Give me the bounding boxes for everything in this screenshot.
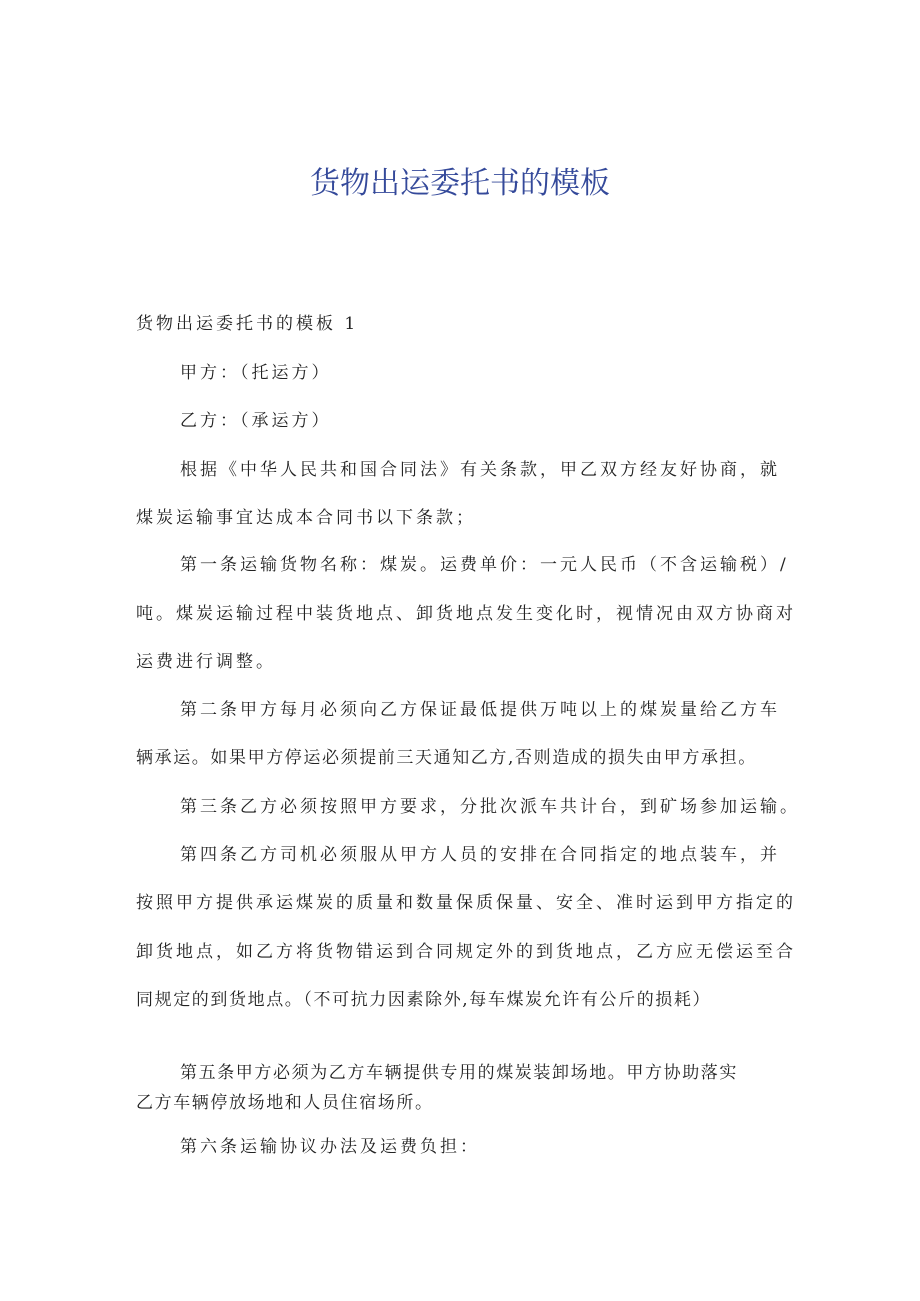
- section-heading: 货物出运委托书的模板 1: [136, 314, 359, 334]
- document-title: 货物出运委托书的模板: [310, 166, 610, 201]
- article2-line-1: 第二条甲方每月必须向乙方保证最低提供万吨以上的煤炭量给乙方车: [180, 700, 780, 720]
- article3-line-1: 第三条乙方必须按照甲方要求，分批次派车共计台，到矿场参加运输。: [180, 797, 800, 817]
- article4-line-2: 按照甲方提供承运煤炭的质量和数量保质保量、安全、准时运到甲方指定的: [136, 893, 796, 913]
- article1-line-2: 吨。煤炭运输过程中装货地点、卸货地点发生变化时，视情况由双方协商对: [136, 604, 796, 624]
- party-b-line: 乙方：（承运方）: [180, 411, 332, 431]
- article4-line-1: 第四条乙方司机必须服从甲方人员的安排在合同指定的地点装车，并: [180, 845, 780, 865]
- article4-line-4: 同规定的到货地点。（不可抗力因素除外,每车煤炭允许有公斤的损耗）: [136, 990, 712, 1010]
- article1-line-3: 运费进行调整。: [136, 652, 276, 672]
- article6-line-1: 第六条运输协议办法及运费负担：: [180, 1137, 480, 1157]
- intro-line-1: 根据《中华人民共和国合同法》有关条款，甲乙双方经友好协商，就: [180, 460, 780, 480]
- article4-line-3: 卸货地点，如乙方将货物错运到合同规定外的到货地点，乙方应无偿运至合: [136, 942, 796, 962]
- article2-line-2: 辆承运。如果甲方停运必须提前三天通知乙方,否则造成的损失由甲方承担。: [136, 748, 757, 768]
- article1-line-1: 第一条运输货物名称：煤炭。运费单价：一元人民币（不含运输税）/: [180, 555, 789, 575]
- article5-line-1: 第五条甲方必须为乙方车辆提供专用的煤炭装卸场地。甲方协助落实: [180, 1063, 738, 1083]
- intro-line-2: 煤炭运输事宜达成本合同书以下条款；: [136, 508, 476, 528]
- article5-line-2: 乙方车辆停放场地和人员住宿场所。: [136, 1093, 434, 1113]
- party-a-line: 甲方：（托运方）: [180, 363, 332, 383]
